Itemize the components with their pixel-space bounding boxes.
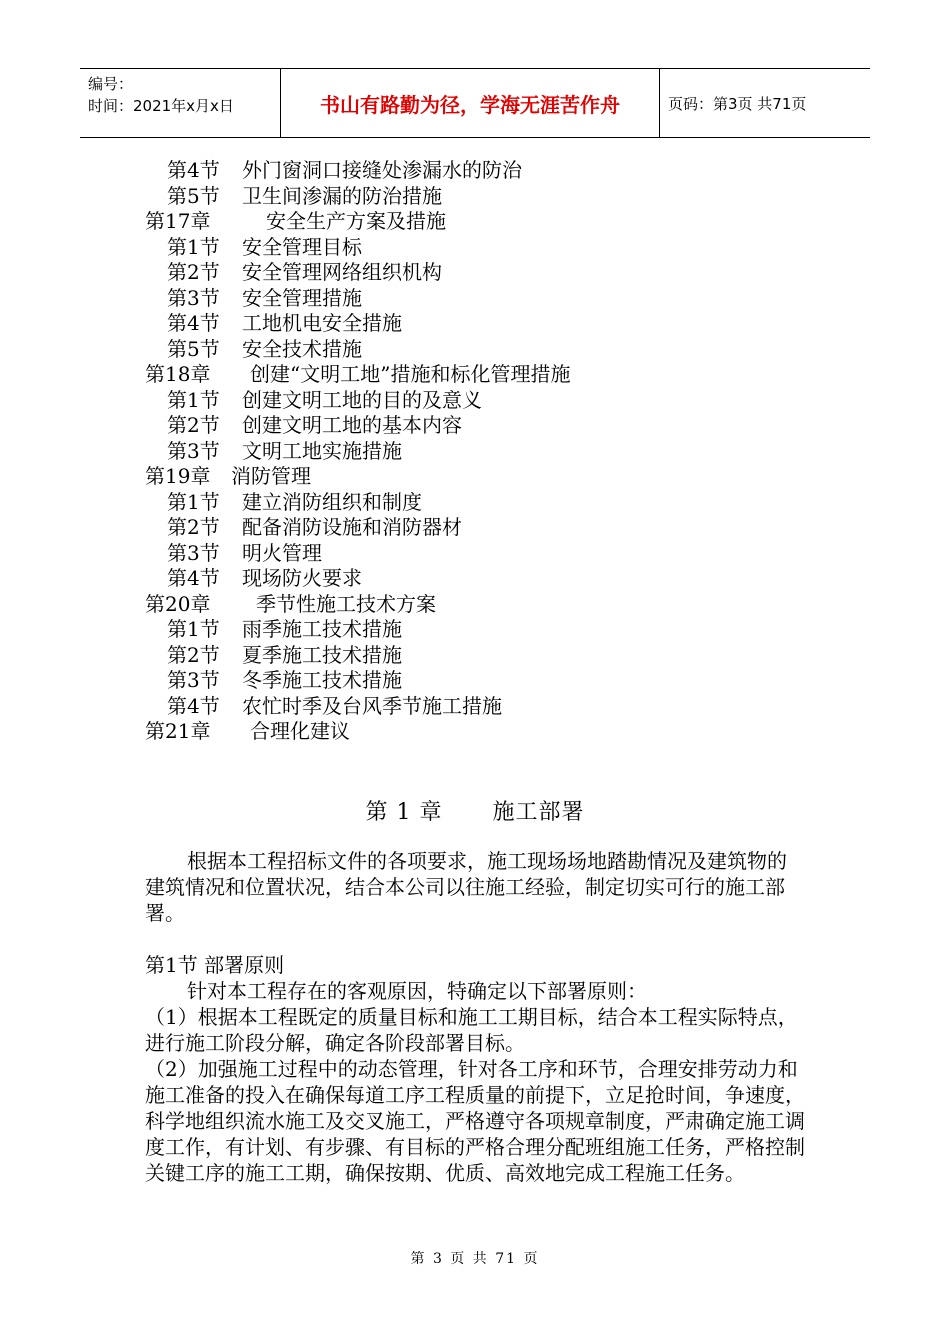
chapter-number: 第 1 章 (365, 800, 443, 825)
toc-entry-title: 配备消防设施和消防器材 (242, 515, 462, 539)
toc-entry-number: 第2节 (167, 642, 220, 667)
table-of-contents (145, 158, 805, 745)
toc-entry-number: 第4节 (167, 158, 220, 182)
toc-entry-number: 第20章 (145, 591, 211, 616)
intro-paragraph: 根据本工程招标文件的各项要求，施工现场场地踏勘情况及建筑物的建筑情况和位置状况，结合本公司以往施工经验，制定切实可行的施工部署。 (145, 849, 787, 925)
toc-entry-title: 文明工地实施措施 (242, 438, 402, 463)
toc-entry-number: 第1节 (167, 234, 220, 259)
toc-entry (145, 439, 805, 465)
toc-entry-title: 创建文明工地的目的及意义 (242, 387, 482, 412)
toc-entry (145, 337, 805, 363)
toc-entry (145, 311, 805, 337)
chapter-heading (0, 795, 950, 826)
toc-entry-title: 合理化建议 (250, 719, 350, 743)
toc-entry-title: 安全管理措施 (242, 285, 362, 310)
page-header (80, 68, 870, 138)
document-number-label: 编号： (88, 75, 134, 93)
toc-entry-number: 第5节 (167, 336, 220, 361)
toc-entry (145, 158, 805, 184)
toc-entry (145, 566, 805, 592)
toc-entry-number: 第2节 (167, 515, 220, 539)
toc-entry (145, 260, 805, 286)
toc-entry (145, 541, 805, 567)
chapter-title: 施工部署 (492, 800, 585, 825)
toc-chapter-entry (145, 209, 805, 235)
header-meta (80, 69, 281, 137)
toc-entry-number: 第4节 (167, 566, 220, 590)
section-title: 第1节 部署原则 (145, 953, 285, 977)
page-footer: 第 3 页 共 71 页 (410, 1251, 540, 1267)
toc-entry (145, 668, 805, 694)
toc-entry-title: 安全技术措施 (242, 336, 362, 361)
toc-entry-title: 工地机电安全措施 (242, 311, 402, 335)
toc-entry-number: 第5节 (167, 183, 220, 208)
toc-chapter-entry (145, 719, 805, 745)
principle-item-1: （1）根据本工程既定的质量目标和施工工期目标，结合本工程实际特点，进行施工阶段分解，确定各阶段部署目标。 (145, 1005, 798, 1055)
header-page-label: 页码：第3页 共71页 (668, 94, 807, 113)
header-motto: 书山有路勤为径，学海无涯苦作舟 (281, 69, 660, 137)
principle-item-2: （2）加强施工过程中的动态管理，针对各工序和环节，合理安排劳动力和施工准备的投入在确保每道工序工程质量的前提下，立足抢时间，争速度，科学地组织流水施工及交叉施工，严格遵守各项规章制度，严肃确定施工调度工作，有计划、有步骤、有目标的严格合理分配班组施工任务，严格控制关键工序的施工工期，确保按期、优质、高效地完成工程施工任务。 (145, 1057, 805, 1185)
toc-entry-title: 建立消防组织和制度 (242, 489, 422, 514)
toc-entry (145, 643, 805, 669)
toc-entry-title: 创建“文明工地”措施和标化管理措施 (250, 362, 571, 386)
toc-entry-number: 第2节 (167, 413, 220, 437)
toc-entry-number: 第3节 (167, 438, 220, 463)
toc-entry-number: 第1节 (167, 617, 220, 641)
toc-entry (145, 490, 805, 516)
principle-lead: 针对本工程存在的客观原因，特确定以下部署原则： (187, 979, 647, 1003)
toc-entry (145, 388, 805, 414)
toc-entry-title: 卫生间渗漏的防治措施 (242, 183, 442, 208)
toc-entry (145, 235, 805, 261)
toc-entry-number: 第3节 (167, 285, 220, 310)
toc-entry-number: 第3节 (167, 540, 220, 565)
toc-entry-number: 第4节 (167, 311, 220, 335)
toc-entry-number: 第1节 (167, 489, 220, 514)
toc-entry (145, 617, 805, 643)
body-text (145, 848, 805, 1186)
toc-entry-title: 冬季施工技术措施 (242, 668, 402, 692)
toc-entry-title: 雨季施工技术措施 (242, 617, 402, 641)
toc-chapter-entry (145, 592, 805, 618)
toc-entry-title: 明火管理 (242, 540, 322, 565)
toc-entry-number: 第4节 (167, 693, 220, 718)
toc-entry-title: 现场防火要求 (242, 566, 362, 590)
toc-entry (145, 184, 805, 210)
toc-entry-number: 第18章 (145, 362, 211, 386)
toc-entry-number: 第1节 (167, 387, 220, 412)
toc-entry (145, 286, 805, 312)
toc-entry-title: 季节性施工技术方案 (256, 591, 436, 616)
toc-entry-title: 夏季施工技术措施 (242, 642, 402, 667)
toc-entry-number: 第17章 (145, 209, 211, 233)
toc-chapter-entry (145, 362, 805, 388)
toc-entry-number: 第21章 (145, 719, 211, 743)
toc-entry-title: 消防管理 (231, 464, 311, 488)
toc-entry-number: 第2节 (167, 260, 220, 284)
toc-entry-number: 第3节 (167, 668, 220, 692)
document-time-label: 时间：2021年x月x日 (88, 97, 234, 115)
toc-entry-number: 第19章 (145, 464, 211, 488)
toc-entry (145, 515, 805, 541)
toc-entry-title: 农忙时季及台风季节施工措施 (242, 693, 502, 718)
toc-chapter-entry (145, 464, 805, 490)
toc-entry-title: 安全生产方案及措施 (266, 209, 446, 233)
toc-entry-title: 安全管理网络组织机构 (242, 260, 442, 284)
toc-entry-title: 创建文明工地的基本内容 (242, 413, 462, 437)
toc-entry (145, 413, 805, 439)
toc-entry-title: 安全管理目标 (242, 234, 362, 259)
toc-entry (145, 694, 805, 720)
toc-entry-title: 外门窗洞口接缝处渗漏水的防治 (242, 158, 522, 182)
